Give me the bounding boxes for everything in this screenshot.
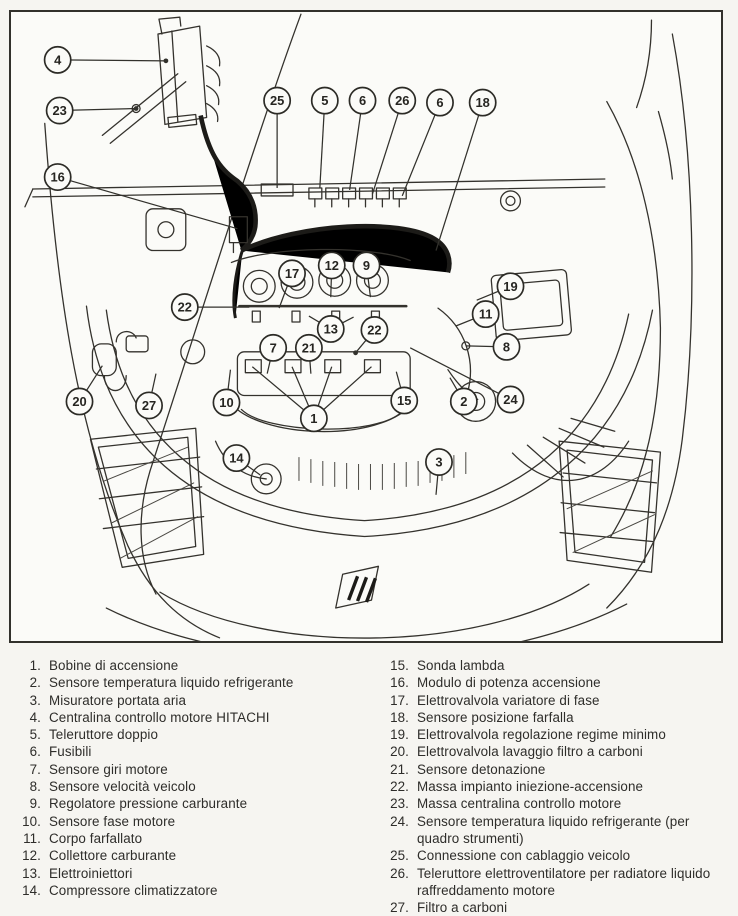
legend-item-19 <box>381 726 730 743</box>
legend-item-17 <box>381 692 730 709</box>
engine-bay-diagram-frame <box>9 10 723 643</box>
callout-number-26: 26 <box>395 93 410 109</box>
legend-item-21 <box>381 761 730 778</box>
legend-item-label: Fusibili <box>49 744 92 760</box>
legend-item-label: Massa impianto iniezione-accensione <box>417 779 644 795</box>
legend-item-label: Connessione con cablaggio veicolo <box>417 848 631 864</box>
legend-item-1 <box>13 657 371 674</box>
legend-item-label: Sonda lambda <box>417 658 505 673</box>
callout-number-7: 7 <box>269 340 277 356</box>
legend-item-label: Teleruttore elettroventilatore per radiatore liquido raffreddamento motore <box>417 865 711 898</box>
legend-item-label: Sensore detonazione <box>417 761 546 777</box>
legend-item-number: 27. <box>390 900 409 916</box>
callout-number-11: 11 <box>478 306 493 322</box>
legend-item-18 <box>381 709 730 726</box>
legend-item-23 <box>381 795 730 812</box>
callout-leader-line <box>372 101 402 194</box>
callout-number-13: 13 <box>323 321 338 337</box>
callout-number-21: 21 <box>301 340 317 356</box>
callout-number-27: 27 <box>141 398 157 414</box>
legend-item-number: 10. <box>22 813 41 829</box>
right-strut-mount <box>501 191 521 211</box>
callout-number-14: 14 <box>229 450 244 466</box>
callout-number-22: 22 <box>177 299 192 315</box>
legend-item-label: Sensore posizione farfalla <box>417 709 574 725</box>
leader-end-dot <box>164 58 169 63</box>
ecu-unit <box>132 17 220 127</box>
ac-compressor <box>216 441 282 494</box>
left-strut-mount <box>181 340 205 364</box>
callout-number-25: 25 <box>269 93 285 109</box>
legend-item-label: Elettrovalvola lavaggio filtro a carboni <box>417 744 643 760</box>
legend-item-label: Compressore climatizzatore <box>49 882 218 898</box>
legend-item-5 <box>13 726 371 743</box>
legend-item-number: 16. <box>390 675 409 691</box>
callout-number-10: 10 <box>219 395 234 411</box>
callout-number-18: 18 <box>475 95 490 111</box>
leader-end-dot <box>353 350 358 355</box>
legend-item-7 <box>13 761 371 778</box>
legend-item-3 <box>13 692 371 709</box>
legend-item-number: 7. <box>29 761 41 777</box>
legend-item-label: Sensore fase motore <box>49 813 176 829</box>
callout-leader-line <box>58 60 166 61</box>
legend-item-9 <box>13 795 371 812</box>
callout-leader-line <box>436 103 483 251</box>
legend-item-label: Sensore temperatura liquido refrigerante (per quadro strumenti) <box>417 813 690 846</box>
legend-item-number: 25. <box>390 848 409 864</box>
legend-item-number: 6. <box>29 744 41 760</box>
legend-item-number: 26. <box>390 865 409 881</box>
legend-item-number: 11. <box>23 830 41 846</box>
legend-item-number: 12. <box>22 848 41 864</box>
legend-item-number: 23. <box>390 796 409 812</box>
legend-item-label: Centralina controllo motore HITACHI <box>49 709 270 725</box>
legend-item-number: 8. <box>29 779 41 795</box>
callout-number-4: 4 <box>54 52 62 68</box>
right-vent <box>559 441 660 572</box>
legend-item-label: Misuratore portata aria <box>49 692 187 708</box>
legend-item-number: 9. <box>29 796 41 812</box>
legend-item-10 <box>13 813 371 830</box>
legend-item-4 <box>13 709 371 726</box>
legend-item-label: Modulo di potenza accensione <box>417 675 601 691</box>
callout-number-15: 15 <box>397 393 412 409</box>
legend-item-label: Sensore velocità veicolo <box>49 779 196 795</box>
legend-item-20 <box>381 743 730 760</box>
callout-number-3: 3 <box>435 454 443 470</box>
legend-item-25 <box>381 847 730 864</box>
callout-number-22: 22 <box>367 322 382 338</box>
callout-number-8: 8 <box>502 339 511 355</box>
legend-item-label: Sensore temperatura liquido refrigerante <box>49 675 294 691</box>
legend-item-number: 22. <box>390 779 409 795</box>
legend-item-number: 20. <box>390 744 409 760</box>
legend <box>0 657 738 915</box>
legend-item-number: 5. <box>29 727 41 743</box>
legend-item-24 <box>381 813 730 848</box>
callout-number-6: 6 <box>436 95 444 111</box>
legend-item-number: 4. <box>29 709 41 725</box>
legend-item-label: Filtro a carboni <box>417 900 508 916</box>
carbon-canister-group <box>92 332 204 391</box>
callout-number-17: 17 <box>284 265 300 281</box>
callout-number-19: 19 <box>503 278 518 294</box>
callout-number-12: 12 <box>324 257 339 273</box>
callout-number-1: 1 <box>310 410 318 426</box>
legend-item-number: 18. <box>390 709 409 725</box>
callout-number-23: 23 <box>52 103 67 119</box>
legend-item-label: Bobine di accensione <box>49 658 179 673</box>
legend-item-16 <box>381 674 730 691</box>
legend-item-8 <box>13 778 371 795</box>
legend-item-number: 19. <box>390 727 409 743</box>
legend-item-22 <box>381 778 730 795</box>
legend-item-label: Collettore carburante <box>49 848 177 864</box>
legend-item-number: 3. <box>29 692 41 708</box>
legend-item-26 <box>381 865 730 900</box>
legend-item-label: Regolatore pressione carburante <box>49 796 248 812</box>
engine-block <box>229 249 412 431</box>
legend-item-label: Elettroiniettori <box>49 865 133 881</box>
legend-item-number: 14. <box>22 882 41 898</box>
legend-item-label: Massa centralina controllo motore <box>417 796 622 812</box>
legend-item-label: Teleruttore doppio <box>49 727 158 743</box>
legend-item-27 <box>381 899 730 916</box>
engine-bay-drawing <box>11 12 721 641</box>
callout-number-5: 5 <box>321 93 329 109</box>
radiator-fan-shroud <box>512 418 628 480</box>
legend-item-14 <box>13 882 371 899</box>
callout-number-16: 16 <box>50 169 65 185</box>
legend-item-11 <box>13 830 371 847</box>
legend-column-right <box>381 657 730 916</box>
legend-item-label: Elettrovalvola regolazione regime minimo <box>417 727 666 743</box>
callout-number-6: 6 <box>358 93 367 109</box>
relay-fuse-row <box>261 184 406 207</box>
callout-leader-line <box>58 177 238 229</box>
legend-item-number: 2. <box>29 675 41 691</box>
legend-item-12 <box>13 847 371 864</box>
legend-item-number: 1. <box>29 658 41 673</box>
callout-number-2: 2 <box>460 394 468 410</box>
legend-item-number: 15. <box>390 658 409 673</box>
throttle-hoses <box>438 308 478 399</box>
legend-item-15 <box>381 657 730 674</box>
legend-item-6 <box>13 743 371 760</box>
legend-item-label: Corpo farfallato <box>49 830 143 846</box>
leader-end-dot <box>134 106 139 111</box>
legend-item-number: 21. <box>390 761 409 777</box>
legend-item-2 <box>13 674 371 691</box>
callout-number-24: 24 <box>503 392 518 408</box>
left-inner-fender-plate <box>146 209 186 251</box>
legend-column-left <box>13 657 371 899</box>
legend-item-label: Elettrovalvola variatore di fase <box>417 692 600 708</box>
legend-item-number: 13. <box>22 865 41 881</box>
legend-item-number: 17. <box>390 692 409 708</box>
hood-badge <box>336 566 379 608</box>
callout-number-9: 9 <box>362 257 371 273</box>
legend-item-13 <box>13 865 371 882</box>
legend-item-label: Sensore giri motore <box>49 761 168 777</box>
legend-item-number: 24. <box>390 813 409 829</box>
callout-number-20: 20 <box>72 394 87 410</box>
